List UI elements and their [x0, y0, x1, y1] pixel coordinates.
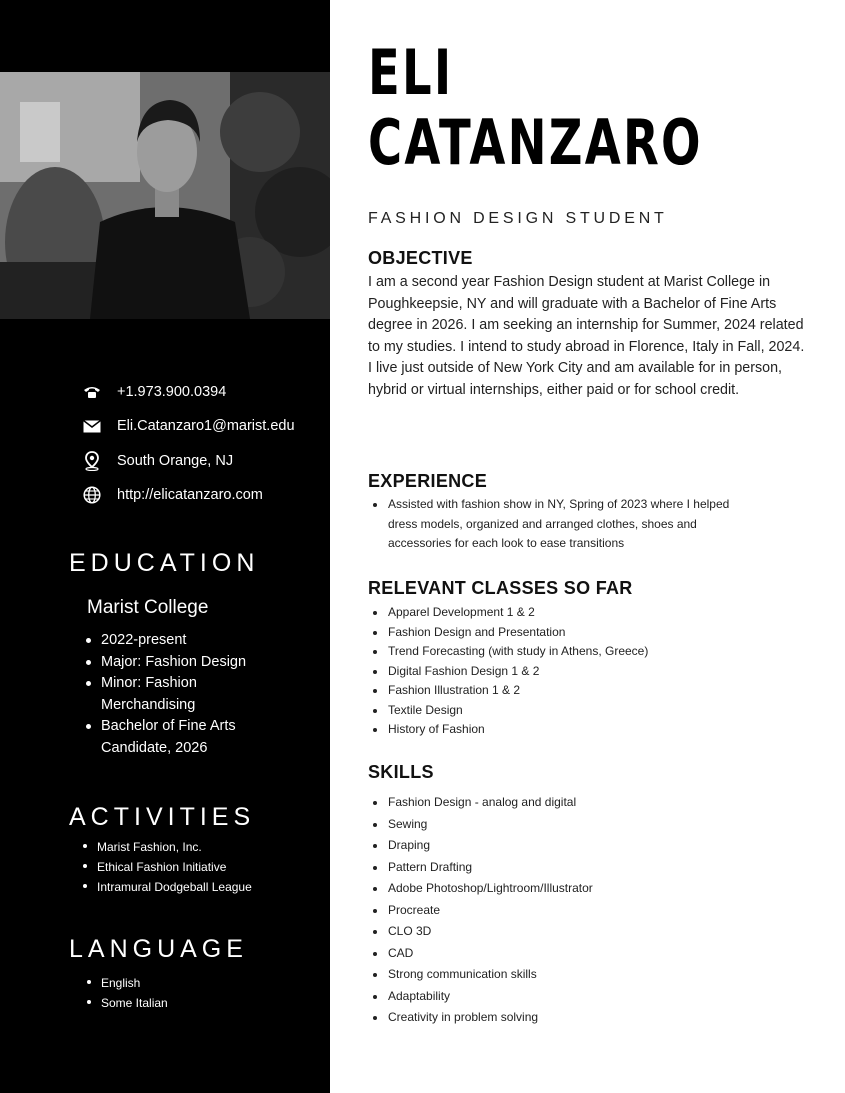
skills-list	[372, 792, 593, 1029]
list-item: Minor: Fashion Merchandising	[82, 673, 282, 716]
contact-phone	[82, 381, 226, 403]
objective-heading: OBJECTIVE	[368, 248, 473, 268]
candidate-name	[368, 38, 703, 178]
profile-photo	[0, 72, 330, 319]
list-item: Sewing	[372, 814, 593, 836]
list-item: Major: Fashion Design	[82, 652, 282, 674]
classes-heading: RELEVANT CLASSES SO FAR	[368, 578, 633, 598]
experience-list	[372, 495, 732, 554]
language-list	[84, 973, 168, 1013]
list-item: History of Fashion	[372, 720, 648, 740]
contact-website	[82, 484, 263, 506]
list-item: Adaptability	[372, 986, 593, 1008]
last-name: CATANZARO	[368, 106, 703, 179]
website-link[interactable]: http://elicatanzaro.com	[117, 487, 263, 503]
list-item: Procreate	[372, 900, 593, 922]
globe-icon	[82, 485, 102, 505]
list-item: Pattern Drafting	[372, 857, 593, 879]
phone-icon	[82, 382, 102, 402]
language-heading: LANGUAGE	[69, 935, 248, 963]
list-item: Bachelor of Fine Arts Candidate, 2026	[82, 716, 282, 759]
list-item: Assisted with fashion show in NY, Spring of 2023 where I helped dress models, organized and arranged clothes, shoes and accessories for each look to ease transitions	[372, 495, 732, 554]
sidebar	[0, 0, 330, 1093]
experience-heading: EXPERIENCE	[368, 471, 488, 491]
list-item: Fashion Illustration 1 & 2	[372, 681, 648, 701]
objective-text	[368, 272, 808, 402]
email-text[interactable]: Eli.Catanzaro1@marist.edu	[117, 418, 295, 434]
location-pin-icon	[82, 451, 102, 471]
objective-paragraph: I live just outside of New York City and am available for in person, hybrid or virtual internships, either paid or for school credit.	[368, 360, 783, 398]
skills-heading: SKILLS	[368, 762, 434, 782]
activities-heading: ACTIVITIES	[69, 803, 256, 831]
portrait-image	[0, 72, 330, 319]
education-heading: EDUCATION	[69, 549, 260, 577]
job-title: FASHION DESIGN STUDENT	[368, 210, 668, 227]
list-item: Marist Fashion, Inc.	[80, 837, 252, 857]
list-item: Digital Fashion Design 1 & 2	[372, 662, 648, 682]
list-item: Textile Design	[372, 701, 648, 721]
list-item: Creativity in problem solving	[372, 1007, 593, 1029]
list-item: Fashion Design - analog and digital	[372, 792, 593, 814]
activities-list	[80, 837, 252, 897]
list-item: CLO 3D	[372, 921, 593, 943]
list-item: Intramural Dodgeball League	[80, 877, 252, 897]
first-name: ELI	[368, 36, 454, 109]
list-item: Strong communication skills	[372, 964, 593, 986]
list-item: Trend Forecasting (with study in Athens, Greece)	[372, 642, 648, 662]
list-item: Adobe Photoshop/Lightroom/Illustrator	[372, 878, 593, 900]
phone-text[interactable]: +1.973.900.0394	[117, 384, 227, 400]
list-item: Ethical Fashion Initiative	[80, 857, 252, 877]
contact-location	[82, 450, 233, 472]
mail-icon	[82, 416, 102, 436]
list-item: Draping	[372, 835, 593, 857]
list-item: Apparel Development 1 & 2	[372, 603, 648, 623]
list-item: CAD	[372, 943, 593, 965]
list-item: Some Italian	[84, 993, 168, 1013]
list-item: 2022-present	[82, 630, 282, 652]
school-name: Marist College	[87, 597, 209, 618]
education-list	[82, 630, 282, 760]
location-text: South Orange, NJ	[117, 453, 234, 469]
classes-list	[372, 603, 648, 740]
list-item: Fashion Design and Presentation	[372, 623, 648, 643]
list-item: English	[84, 973, 168, 993]
objective-paragraph: I am a second year Fashion Design student at Marist College in Poughkeepsie, NY and will graduate with a Bachelor of Fine Arts degree in 2026. I am seeking an internship for Summer, 2024 related to my studies. I intend to study abroad in Florence, Italy in Fall, 2024.	[368, 274, 805, 355]
contact-email	[82, 415, 295, 437]
